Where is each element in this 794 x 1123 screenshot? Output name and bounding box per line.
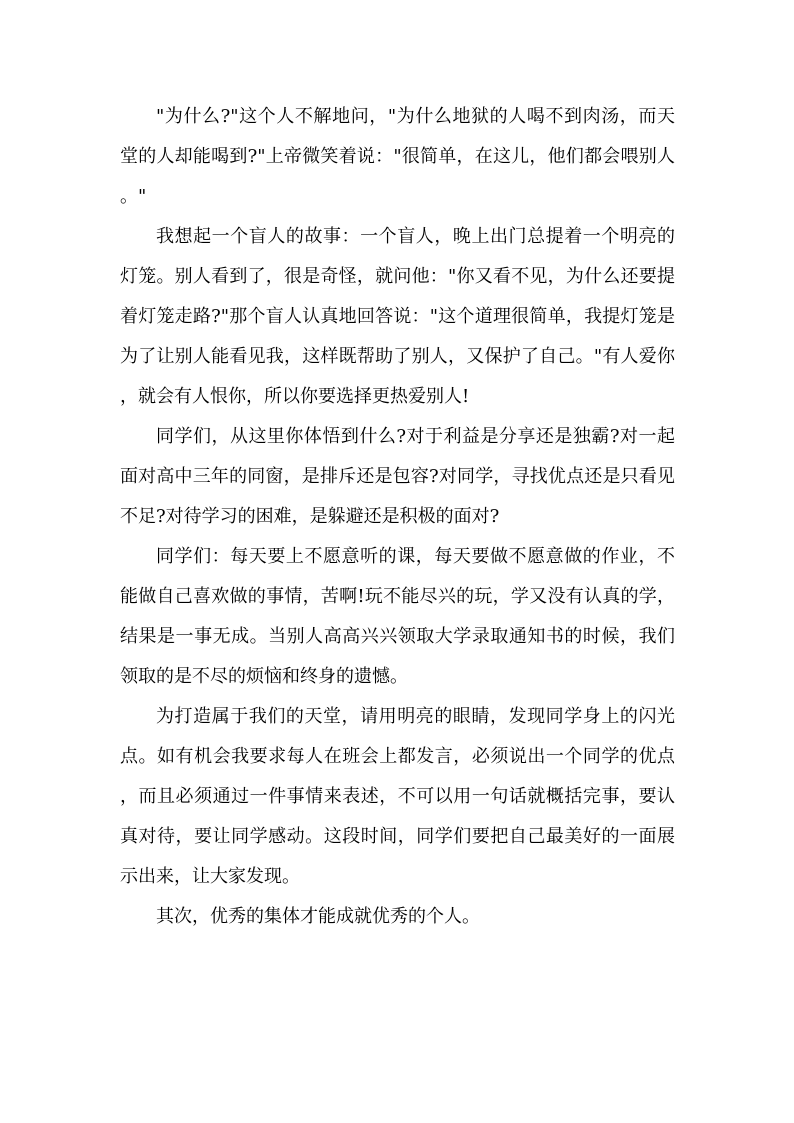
paragraph-1: "为什么?"这个人不解地问，"为什么地狱的人喝不到肉汤，而天堂的人却能喝到?"上帝微笑着说："很简单，在这儿，他们都会喂别人。" <box>120 106 675 207</box>
paragraph-2: 我想起一个盲人的故事：一个盲人，晚上出门总提着一个明亮的灯笼。别人看到了，很是奇怪，就问他："你又看不见，为什么还要提着灯笼走路?"那个盲人认真地回答说："这个道理很简单，我提灯笼是为了让别人能看见我，这样既帮助了别人，又保护了自己。"有人爱你，就会有人恨你，所以你要选择更热爱别人! <box>120 226 675 407</box>
paragraph-5: 为打造属于我们的天堂，请用明亮的眼睛，发现同学身上的闪光点。如有机会我要求每人在班会上都发言，必须说出一个同学的优点，而且必须通过一件事情来表述，不可以用一句话就概括完事，要认真对待，要让同学感动。这段时间，同学们要把自己最美好的一面展示出来，让大家发现。 <box>120 706 675 887</box>
paragraph-4: 同学们：每天要上不愿意听的课，每天要做不愿意做的作业，不能做自己喜欢做的事情，苦啊!玩不能尽兴的玩，学又没有认真的学，结果是一事无成。当别人高高兴兴领取大学录取通知书的时候，我们领取的是不尽的烦恼和终身的遗憾。 <box>120 546 675 687</box>
paragraph-6: 其次，优秀的集体才能成就优秀的个人。 <box>156 906 480 927</box>
document-page <box>120 97 675 937</box>
paragraph-3: 同学们，从这里你体悟到什么?对于利益是分享还是独霸?对一起面对高中三年的同窗，是排斥还是包容?对同学，寻找优点还是只看见不足?对待学习的困难，是躲避还是积极的面对? <box>120 426 675 527</box>
